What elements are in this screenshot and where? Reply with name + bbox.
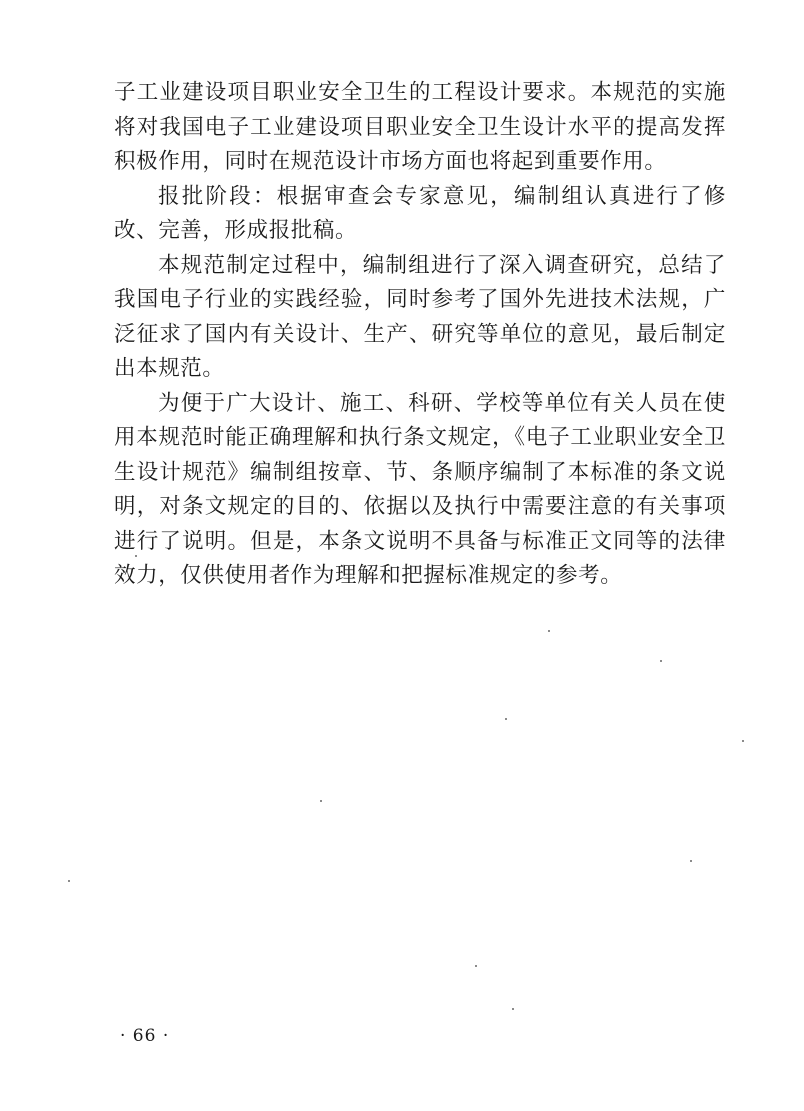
paragraph-explanation-purpose: 为便于广大设计、施工、科研、学校等单位有关人员在使用本规范时能正确理解和执行条文规定，《电子工业职业安全卫生设计规范》编制组按章、节、条顺序编制了本标准的条文说明，对条文规定的目的、依据以及执行中需要注意的有关事项进行了说明。但是，本条文说明不具备与标准正文同等的法律效力，仅供使用者作为理解和把握标准规定的参考。 [114,390,726,588]
scan-speck [690,860,692,862]
scan-speck [505,718,507,720]
paragraph-drafting-process: 本规范制定过程中，编制组进行了深入调查研究，总结了我国电子行业的实践经验，同时参考了国外先进技术法规，广泛征求了国内有关设计、生产、研究等单位的意见，最后制定出本规范。 [114,252,726,381]
body-text [114,76,726,594]
scan-speck [742,740,744,742]
scan-speck [135,555,137,557]
scan-speck [320,800,322,802]
scan-speck [660,660,662,662]
scan-speck [475,965,477,967]
scan-speck [548,630,550,632]
paragraph-continuation: 子工业建设项目职业安全卫生的工程设计要求。本规范的实施将对我国电子工业建设项目职业安全卫生设计水平的提高发挥积极作用，同时在规范设计市场方面也将起到重要作用。 [114,80,726,174]
scan-speck [512,1008,514,1010]
scan-speck [68,880,70,882]
page-number: · 66 · [120,1026,170,1046]
paragraph-approval-stage: 报批阶段：根据审查会专家意见，编制组认真进行了修改、完善，形成报批稿。 [114,183,726,243]
